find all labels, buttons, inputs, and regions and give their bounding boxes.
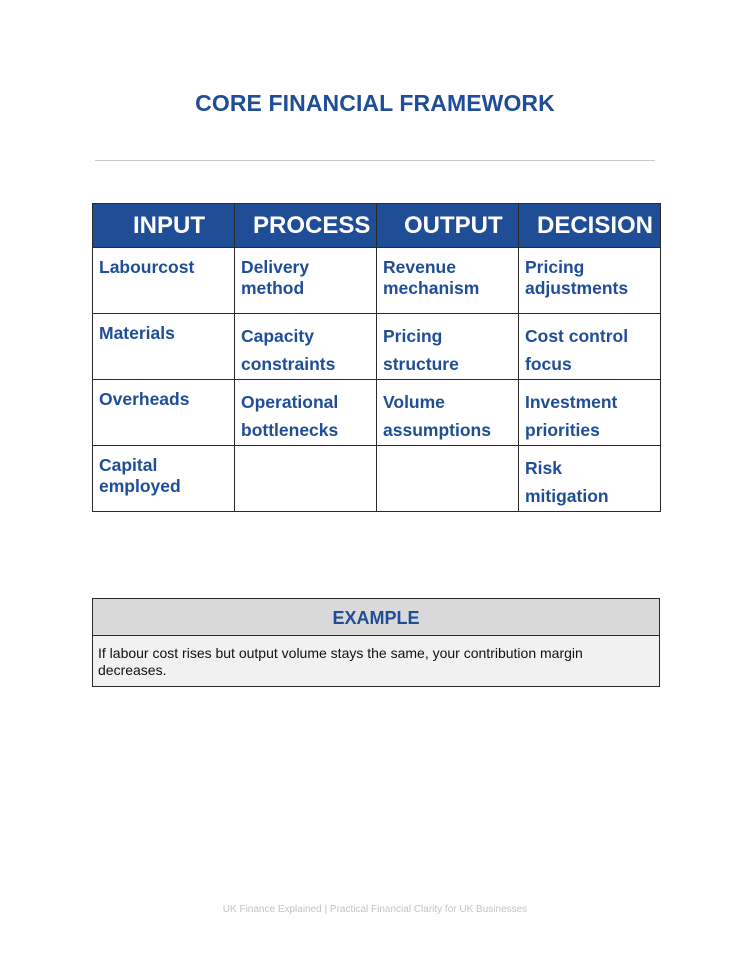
page-footer: UK Finance Explained | Practical Financial Clarity for UK Businesses bbox=[222, 904, 528, 915]
header-input: INPUT bbox=[93, 204, 235, 248]
input-cell: Capital employed bbox=[93, 446, 235, 512]
process-cell: Delivery method bbox=[235, 248, 377, 314]
table-row bbox=[93, 446, 661, 512]
process-cell: Capacity constraints bbox=[235, 314, 377, 380]
output-cell: Pricing structure bbox=[377, 314, 519, 380]
framework-table bbox=[92, 203, 661, 512]
page-title: CORE FINANCIAL FRAMEWORK bbox=[195, 90, 555, 116]
input-cell: Overheads bbox=[93, 380, 235, 446]
input-cell: Materials bbox=[93, 314, 235, 380]
output-cell bbox=[377, 446, 519, 512]
table-row bbox=[93, 314, 661, 380]
header-decision: DECISION bbox=[519, 204, 661, 248]
decision-cell: Investment priorities bbox=[519, 380, 661, 446]
input-cell: Labourcost bbox=[93, 248, 235, 314]
header-output: OUTPUT bbox=[377, 204, 519, 248]
output-cell: Revenue mechanism bbox=[377, 248, 519, 314]
process-cell: Operational bottlenecks bbox=[235, 380, 377, 446]
output-cell: Volume assumptions bbox=[377, 380, 519, 446]
title-divider bbox=[95, 160, 655, 161]
example-title: EXAMPLE bbox=[93, 599, 659, 636]
process-cell bbox=[235, 446, 377, 512]
example-box bbox=[92, 598, 660, 687]
framework-header-row bbox=[93, 204, 661, 248]
decision-cell: Cost control focus bbox=[519, 314, 661, 380]
example-text: If labour cost rises but output volume stays the same, your contribution margin decreases. bbox=[98, 645, 583, 678]
table-row bbox=[93, 380, 661, 446]
header-process: PROCESS bbox=[235, 204, 377, 248]
decision-cell: Risk mitigation bbox=[519, 446, 661, 512]
table-row bbox=[93, 248, 661, 314]
decision-cell: Pricing adjustments bbox=[519, 248, 661, 314]
